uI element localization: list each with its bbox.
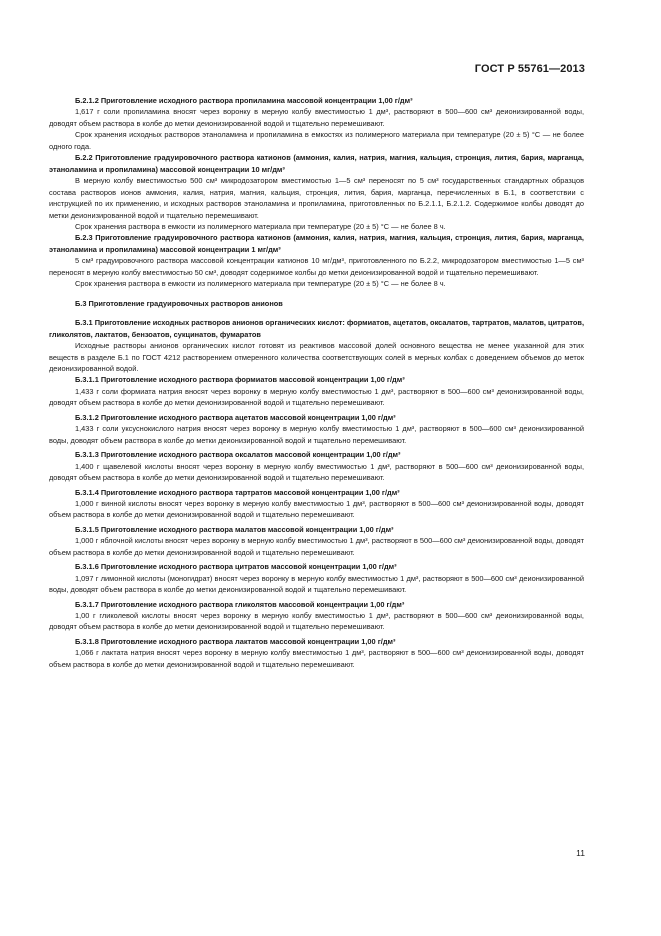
body-paragraph: 1,097 г лимонной кислоты (моногидрат) вносят через воронку в мерную колбу вместимостью 1 дм³, растворяют в 500—600 см³ деионизированной воды, доводят объем раствора в колбе до метки деионизированной водой и тщательно перемешивают. [49,573,584,595]
section-heading: Б.3.1.6 Приготовление исходного раствора цитратов массовой концентрации 1,00 г/дм³ [75,562,397,572]
page-number: 11 [576,848,585,858]
section-heading: Б.3.1.7 Приготовление исходного раствора гликолятов массовой концентрации 1,00 г/дм³ [75,599,405,609]
section-heading: Б.3.1.8 Приготовление исходного раствора лактатов массовой концентрации 1,00 г/дм³ [75,636,396,646]
body-paragraph: 1,000 г яблочной кислоты вносят через воронку в мерную колбу вместимостью 1 дм³, растворяют в 500—600 см³ деионизированной воды, доводят объем раствора в колбе до метки деионизированной водой и тщательно перемешивают. [49,536,584,557]
section-heading: Б.3.1.5 Приготовление исходного раствора малатов массовой концентрации 1,00 г/дм³ [75,524,394,534]
body-paragraph: 5 см³ градуировочного раствора массовой концентрации катионов 10 мг/дм³, приготовленного по Б.2.2, микродозатором вместимостью 1—5 см³ переносят в мерную колбу вместимостью 50 см³, доводят содержимое колбы до метки деионизированной водой и тщательно перемешивают. [49,256,584,277]
body-paragraph: 1,617 г соли пропиламина вносят через воронку в мерную колбу вместимостью 1 дм³, растворяют в 500—600 см³ деионизированной воды, доводят объем раствора в колбе до метки деионизированной водой и тщательно перемешивают. [49,107,584,128]
body-paragraph: Срок хранения исходных растворов этаноламина и пропиламина в емкостях из полимерного материала при температуре (20 ± 5) °С — не более одного года. [49,130,584,151]
section-heading: Б.2.3 Приготовление градуировочного раствора катионов (аммония, калия, натрия, магния, кальция, стронция, лития, бария, марганца, этаноламина и пропиламина) массовой концентрации 1 мг/дм³ [49,233,584,254]
body-paragraph: В мерную колбу вместимостью 500 см³ микродозатором вместимостью 1—5 см³ переносят по 5 см³ государственных стандартных образцов состава растворов ионов аммония, калия, натрия, магния, кальция, стронция, лития, бария, марганца, перечисленных в Б.1, в соответствии с инструкцией по их применению, и исходных растворов этаноламина и пропиламина, приготовленных по Б.2.1.1, Б.2.1.2. Содержимое колбы доводят до метки деионизированной водой и тщательно перемешивают. [49,176,584,220]
body-paragraph: Исходные растворы анионов органических кислот готовят из реактивов массовой долей основного вещества не менее указанной для этих веществ в разделе Б.1 по ГОСТ 4212 растворением отмеренного количества соответствующих солей в мерных колбах с доведением объемов до меток деионизированной водой. [49,341,584,373]
section-heading: Б.3.1.4 Приготовление исходного раствора тартратов массовой концентрации 1,00 г/дм³ [75,487,400,497]
section-heading: Б.3.1.2 Приготовление исходного раствора ацетатов массовой концентрации 1,00 г/дм³ [75,412,396,422]
body-paragraph: 1,400 г щавелевой кислоты вносят через воронку в мерную колбу вместимостью 1 дм³, растворяют в 500—600 см³ деионизированной воды, доводят объем раствора в колбе до метки деионизированной водой и тщательно перемешивают. [49,461,584,483]
section-heading: Б.3.1.3 Приготовление исходного раствора оксалатов массовой концентрации 1,00 г/дм³ [75,450,401,460]
body-paragraph: 1,00 г гликолевой кислоты вносят через воронку в мерную колбу вместимостью 1 дм³, растворяют в 500—600 см³ деионизированной воды, доводят объем раствора в колбе до метки деионизированной водой и тщательно перемешивают. [49,611,584,632]
body-paragraph: 1,433 г соли формиата натрия вносят через воронку в мерную колбу вместимостью 1 дм³, растворяют в 500—600 см³ деионизированной воды, доводят объем раствора в колбе до метки деионизированной водой и тщательно перемешивают. [49,386,584,408]
section-heading: Б.3.1.1 Приготовление исходного раствора формиатов массовой концентрации 1,00 г/дм³ [75,375,405,385]
section-heading: Б.3 Приготовление градуировочных растворов анионов [75,298,283,308]
section-heading: Б.2.1.2 Приготовление исходного раствора пропиламина массовой концентрации 1,00 г/дм³ [75,96,413,105]
body-paragraph: Срок хранения раствора в емкости из полимерного материала при температуре (20 ± 5) °С — не более 8 ч. [75,279,446,289]
body-paragraph: 1,433 г соли уксуснокислого натрия вносят через воронку в мерную колбу вместимостью 1 дм³, растворяют в 500—600 см³ деионизированной воды, доводят объем раствора в колбе до метки деионизированной водой и тщательно перемешивают. [49,424,584,445]
document-header: ГОСТ Р 55761—2013 [474,63,585,75]
body-paragraph: 1,000 г винной кислоты вносят через воронку в мерную колбу вместимостью 1 дм³, растворяют в 500—600 см³ деионизированной воды, доводят объем раствора в колбе до метки деионизированной водой и тщательно перемешивают. [49,498,584,520]
section-heading: Б.2.2 Приготовление градуировочного раствора катионов (аммония, калия, натрия, магния, кальция, стронция, лития, бария, марганца, этаноламина и пропиламина) массовой концентрации 10 мг/дм³ [49,153,584,174]
body-paragraph: 1,066 г лактата натрия вносят через воронку в мерную колбу вместимостью 1 дм³, растворяют в 500—600 см³ деионизированной воды, доводят объем раствора в колбе до метки деионизированной водой и тщательно перемешивают. [49,648,584,669]
document-body [49,95,584,670]
section-heading: Б.3.1 Приготовление исходных растворов анионов органических кислот: формиатов, ацетатов, оксалатов, тартратов, малатов, цитратов, гликолятов, лактатов, бензоатов, сукцинатов, фумаратов [49,318,584,339]
body-paragraph: Срок хранения раствора в емкости из полимерного материала при температуре (20 ± 5) °С — не более 8 ч. [75,221,446,231]
